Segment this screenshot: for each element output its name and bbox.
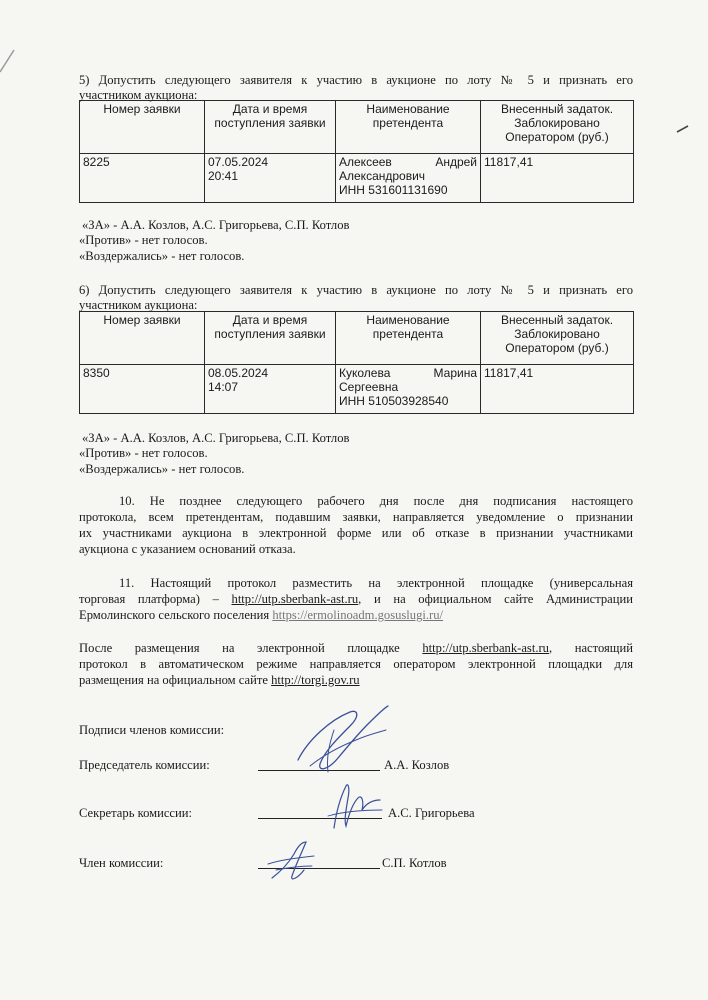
paragraph10-line4: аукциона с указанием оснований отказа. xyxy=(79,542,296,556)
header-number: Номер заявки xyxy=(80,312,205,365)
member-signature xyxy=(262,838,322,888)
paragraph10-line3: их участниками аукциона в электронной форме или об отказе в признании участниками xyxy=(79,526,633,540)
secretary-signature xyxy=(320,780,390,832)
applicant-name-line xyxy=(339,155,477,169)
ermolino-link[interactable]: https://ermolinoadm.gosuslugi.ru/ xyxy=(272,608,444,622)
cell-applicant xyxy=(336,154,481,203)
applicant-inn: ИНН 531601131690 xyxy=(339,183,448,197)
cell-date-value: 07.05.2024 xyxy=(208,155,269,169)
paragraph-after-line1-pre: После размещения на электронной площадке xyxy=(79,641,423,655)
torgi-link[interactable]: http://torgi.gov.ru xyxy=(271,673,360,687)
section5-table xyxy=(79,100,634,203)
applicant-firstname: Марина xyxy=(433,366,477,380)
section5-intro-line2: участником аукциона: xyxy=(79,88,198,102)
cell-date-value: 08.05.2024 xyxy=(208,366,269,380)
section5-intro-line1: 5) Допустить следующего заявителя к участию в аукционе по лоту № 5 и признать его xyxy=(79,73,633,87)
paragraph-after-line3 xyxy=(79,673,360,688)
cell-date xyxy=(205,365,336,414)
utp-link[interactable]: http://utp.sberbank-ast.ru xyxy=(231,592,359,606)
table-row xyxy=(80,365,634,414)
scan-speck xyxy=(676,124,690,134)
applicant-firstname: Андрей xyxy=(435,155,477,169)
header-date: Дата и время поступления заявки xyxy=(205,101,336,154)
header-deposit: Внесенный задаток. Заблокировано Оператором (руб.) xyxy=(481,312,634,365)
paragraph11-line3-pre: Ермолинского сельского поселения xyxy=(79,608,273,622)
section6-vote-for: «ЗА» - А.А. Козлов, А.С. Григорьева, С.П. Котлов xyxy=(82,431,350,445)
signatures-heading: Подписи членов комиссии: xyxy=(79,723,225,737)
header-date: Дата и время поступления заявки xyxy=(205,312,336,365)
applicant-surname: Алексеев xyxy=(339,155,392,169)
section5-vote-for: «ЗА» - А.А. Козлов, А.С. Григорьева, С.П. Котлов xyxy=(82,218,350,232)
section6-vote-against: «Против» - нет голосов. xyxy=(79,446,208,460)
header-name: Наименование претендента xyxy=(336,312,481,365)
paragraph-after-line2: протокол в автоматическом режиме направляется оператором электронной площадки для xyxy=(79,657,633,671)
section5-vote-abstain: «Воздержались» - нет голосов. xyxy=(79,249,245,263)
paragraph-after-line1-post: , настоящий xyxy=(548,641,633,655)
scan-edge-mark xyxy=(0,0,30,80)
header-name: Наименование претендента xyxy=(336,101,481,154)
section6-vote-abstain: «Воздержались» - нет голосов. xyxy=(79,462,245,476)
paragraph11-line1: 11. Настоящий протокол разместить на электронной площадке (универсальная xyxy=(119,576,633,590)
paragraph10-line2: протокола, всем претендентам, подавшим заявки, направляется уведомление о признании xyxy=(79,510,633,524)
cell-number: 8350 xyxy=(80,365,205,414)
paragraph-after-line3-pre: размещения на официальном сайте xyxy=(79,673,272,687)
paragraph11-line2 xyxy=(79,592,633,607)
section5-vote-against: «Против» - нет голосов. xyxy=(79,233,208,247)
chair-signature xyxy=(280,700,400,780)
paragraph11-line3 xyxy=(79,608,443,623)
header-deposit: Внесенный задаток. Заблокировано Оператором (руб.) xyxy=(481,101,634,154)
table-row xyxy=(80,154,634,203)
secretary-name: А.С. Григорьева xyxy=(388,806,475,820)
member-label: Член комиссии: xyxy=(79,856,164,870)
cell-deposit: 11817,41 xyxy=(481,365,634,414)
paragraph10-line1: 10. Не позднее следующего рабочего дня после дня подписания настоящего xyxy=(119,494,633,508)
applicant-name-line xyxy=(339,366,477,380)
applicant-surname: Куколева xyxy=(339,366,391,380)
paragraph11-line2-post: , и на официальном сайте Администрации xyxy=(358,592,633,606)
member-name: С.П. Котлов xyxy=(382,856,447,870)
chair-name: А.А. Козлов xyxy=(384,758,450,772)
applicant-patronymic: Александрович xyxy=(339,169,426,183)
cell-time-value: 20:41 xyxy=(208,169,239,183)
utp-link[interactable]: http://utp.sberbank-ast.ru xyxy=(422,641,549,655)
cell-applicant xyxy=(336,365,481,414)
paragraph11-line2-pre: торговая платформа) – xyxy=(79,592,232,606)
cell-number: 8225 xyxy=(80,154,205,203)
table-header-row xyxy=(80,312,634,365)
secretary-label: Секретарь комиссии: xyxy=(79,806,192,820)
section6-table xyxy=(79,311,634,414)
paragraph-after-line1 xyxy=(79,641,633,656)
cell-deposit: 11817,41 xyxy=(481,154,634,203)
table-header-row xyxy=(80,101,634,154)
header-number: Номер заявки xyxy=(80,101,205,154)
cell-date xyxy=(205,154,336,203)
section6-intro-line2: участником аукциона: xyxy=(79,298,198,312)
chair-label: Председатель комиссии: xyxy=(79,758,210,772)
cell-time-value: 14:07 xyxy=(208,380,239,394)
applicant-patronymic: Сергеевна xyxy=(339,380,399,394)
section6-intro-line1: 6) Допустить следующего заявителя к участию в аукционе по лоту № 5 и признать его xyxy=(79,283,633,297)
applicant-inn: ИНН 510503928540 xyxy=(339,394,449,408)
